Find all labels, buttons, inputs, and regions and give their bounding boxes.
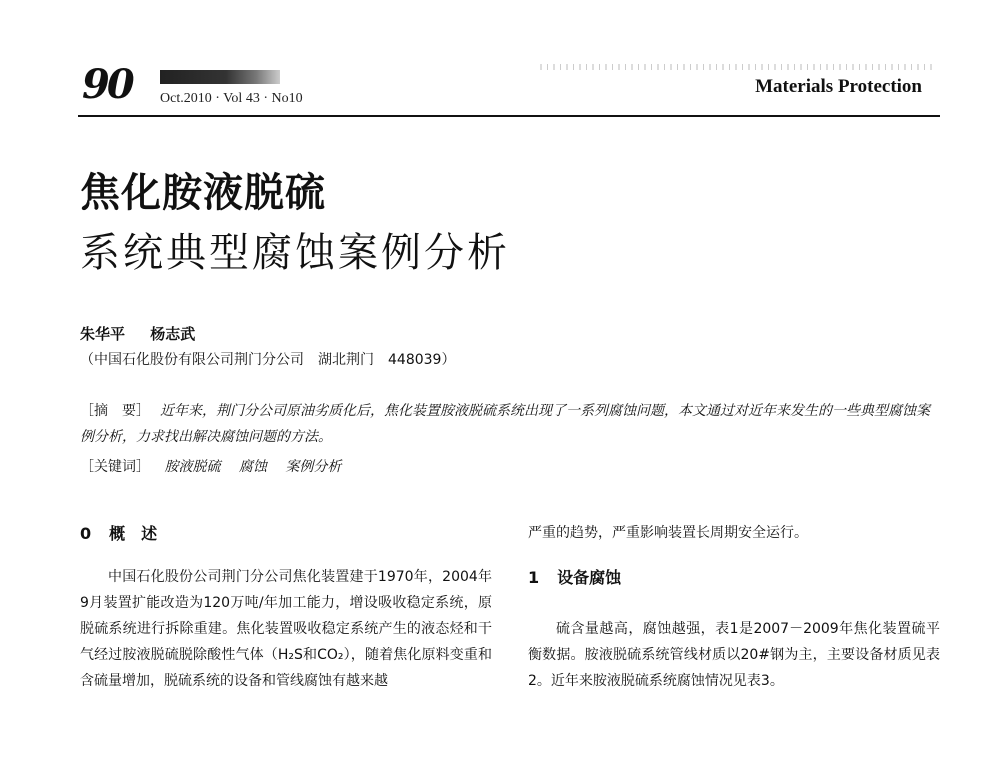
page-number: 90 [82,61,132,108]
abstract [80,398,940,450]
author-1: 朱华平 [80,325,126,343]
abstract-text: 近年来，荆门分公司原油劣质化后，焦化装置胺液脱硫系统出现了一系列腐蚀问题，本文通过对近年来发生的一些典型腐蚀案例分析，力求找出解决腐蚀问题的方法。 [80,403,930,445]
right-column [528,520,940,694]
section-1-number: 1 [528,568,540,587]
keywords-label: ［关键词］ [80,459,150,475]
section-0-heading [80,520,492,548]
title-line-2: 系统典型腐蚀案例分析 [80,230,510,276]
section-1-title: 设备腐蚀 [557,568,622,587]
section-0-paragraph: 中国石化股份公司荆门分公司焦化装置建于1970年，2004年9月装置扩能改造为120万吨/年加工能力，增设吸收稳定系统，原脱硫系统进行拆除重建。焦化装置吸收稳定系统产生的液态烃和干气经过胺液脱硫脱除酸性气体（H₂S和CO₂），随着焦化原料变重和含硫量增加，脱硫系统的设备和管线腐蚀有越来越 [80,569,492,689]
issue-info: Oct.2010 · Vol 43 · No10 [160,91,303,106]
left-column [80,520,492,694]
journal-name: Materials Protection [755,76,922,97]
continuation-paragraph: 严重的趋势，严重影响装置长周期安全运行。 [528,525,808,541]
authors [80,324,195,344]
section-0-number: 0 [80,524,92,543]
title-line-1: 焦化胺液脱硫 [80,170,326,216]
keyword: 胺液脱硫 [164,459,221,475]
keyword: 案例分析 [285,459,342,475]
section-1-heading [528,564,940,592]
header-scan-noise [540,64,935,70]
affiliation: （中国石化股份有限公司荆门分公司 湖北荆门 448039） [80,352,456,368]
section-0-title: 概 述 [109,524,158,543]
section-1-paragraph: 硫含量越高，腐蚀越强，表1是2007－2009年焦化装置硫平衡数据。胺液脱硫系统管线材质以20#钢为主，主要设备材质见表2。近年来胺液脱硫系统腐蚀情况见表3。 [528,621,940,689]
keyword: 腐蚀 [238,459,267,475]
header-rule [78,115,940,117]
header-decorative-bar [160,70,280,84]
abstract-label: ［摘 要］ [80,403,150,419]
author-2: 杨志武 [150,325,196,343]
keywords [80,454,341,480]
